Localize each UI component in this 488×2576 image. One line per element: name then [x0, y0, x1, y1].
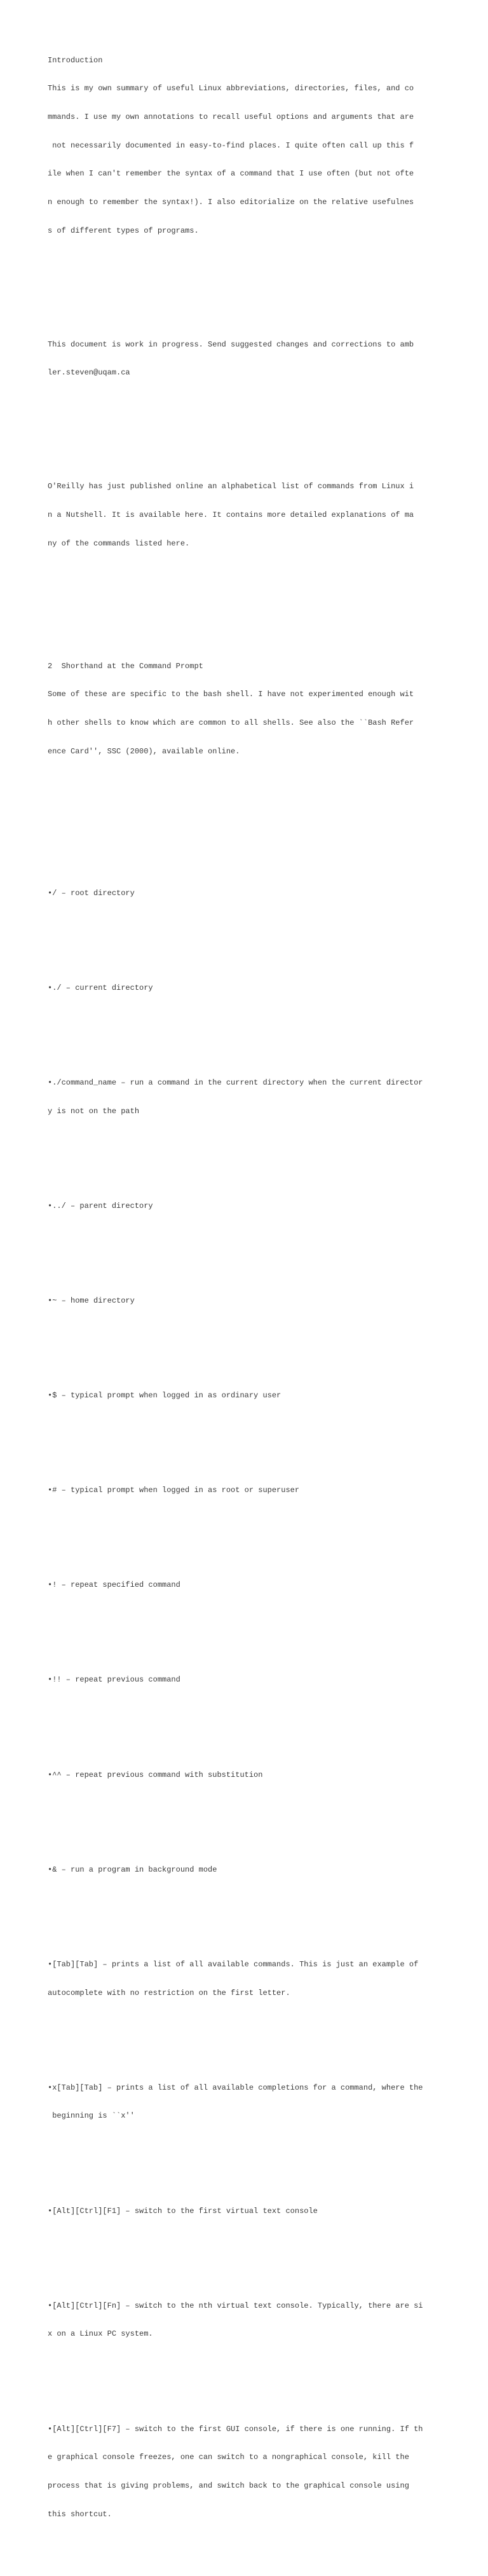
section-heading: 2 Shorthand at the Command Prompt: [48, 661, 203, 671]
list-item: [48, 1467, 454, 1514]
intro-text-line: mmands. I use my own annotations to recall useful options and arguments that are: [48, 112, 414, 121]
list-item-line: •[Alt][Ctrl][Fn] – switch to the nth virtual text console. Typically, there are si: [48, 2301, 423, 2310]
list-item-line: •# – typical prompt when logged in as root or superuser: [48, 1486, 300, 1495]
oreilly-text-line: O'Reilly has just published online an alphabetical list of commands from Linux i: [48, 482, 414, 491]
list-item: [48, 1182, 454, 1230]
list-item-line: •[Alt][Ctrl][F1] – switch to the first virtual text console: [48, 2206, 318, 2216]
list-item-line: beginning is ``x'': [48, 2111, 135, 2121]
list-item-line: •../ – parent directory: [48, 1201, 153, 1210]
oreilly-paragraph: [48, 463, 454, 568]
list-item: [48, 1846, 454, 1894]
list-item-line: •^^ – repeat previous command with substitution: [48, 1770, 263, 1779]
section-text-line: ence Card'', SSC (2000), available online.: [48, 746, 240, 756]
list-item-line: •$ – typical prompt when logged in as ordinary user: [48, 1391, 281, 1400]
section-text-line: Some of these are specific to the bash shell. I have not experimented enough wit: [48, 690, 414, 699]
intro-heading: Introduction: [48, 55, 103, 65]
list-item-line: •/ – root directory: [48, 888, 135, 898]
list-item: [48, 870, 454, 917]
list-item-line: x on a Linux PC system.: [48, 2329, 153, 2339]
list-item: [48, 2188, 454, 2235]
list-item: [48, 2406, 454, 2538]
list-item: [48, 1277, 454, 1325]
list-item-line: •x[Tab][Tab] – prints a list of all available completions for a command, where the: [48, 2083, 423, 2092]
list-item: [48, 1751, 454, 1799]
intro-paragraph: [48, 37, 454, 255]
list-item: [48, 1561, 454, 1609]
intro-text-line: not necessarily documented in easy-to-find places. I quite often call up this f: [48, 140, 414, 150]
oreilly-text-line: n a Nutshell. It is available here. It contains more detailed explanations of ma: [48, 510, 414, 520]
list-item-line: autocomplete with no restriction on the first letter.: [48, 1988, 290, 1997]
document-body: [48, 8, 454, 2576]
list-item-line: •[Tab][Tab] – prints a list of all available commands. This is just an example of: [48, 1959, 419, 1969]
shorthand-section: [48, 643, 454, 776]
list-item-line: •! – repeat specified command: [48, 1580, 180, 1590]
progress-paragraph: [48, 321, 454, 397]
list-item-line: y is not on the path: [48, 1106, 140, 1116]
list-item: [48, 964, 454, 1012]
list-item-line: •[Alt][Ctrl][F7] – switch to the first GUI console, if there is one running. If th: [48, 2424, 423, 2434]
section-text-line: h other shells to know which are common to all shells. See also the ``Bash Refer: [48, 718, 414, 728]
list-item: [48, 2282, 454, 2358]
list-item-line: •./ – current directory: [48, 983, 153, 992]
list-item-line: •./command_name – run a command in the current directory when the current director: [48, 1078, 423, 1087]
intro-text-line: n enough to remember the syntax!). I also editorialize on the relative usefulnes: [48, 198, 414, 207]
list-item: [48, 2064, 454, 2140]
progress-text-line: This document is work in progress. Send suggested changes and corrections to amb: [48, 339, 414, 349]
list-item: [48, 1657, 454, 1704]
list-item-line: e graphical console freezes, one can switch to a nongraphical console, kill the: [48, 2453, 409, 2462]
oreilly-text-line: ny of the commands listed here.: [48, 538, 190, 548]
list-item-line: •& – run a program in background mode: [48, 1865, 217, 1874]
list-item: [48, 1372, 454, 1420]
intro-text-line: s of different types of programs.: [48, 226, 199, 235]
list-item-line: •~ – home directory: [48, 1296, 135, 1305]
intro-text-line: ile when I can't remember the syntax of a command that I use often (but not ofte: [48, 169, 414, 179]
list-item-line: •!! – repeat previous command: [48, 1675, 180, 1685]
list-item-line: process that is giving problems, and switch back to the graphical console using: [48, 2481, 409, 2490]
list-item: [48, 1059, 454, 1135]
list-item-line: this shortcut.: [48, 2509, 112, 2519]
shorthand-list: [48, 851, 454, 2557]
list-item: [48, 1941, 454, 2017]
intro-text-line: This is my own summary of useful Linux abbreviations, directories, files, and co: [48, 84, 414, 93]
progress-text-line: ler.steven@uqam.ca: [48, 368, 130, 378]
